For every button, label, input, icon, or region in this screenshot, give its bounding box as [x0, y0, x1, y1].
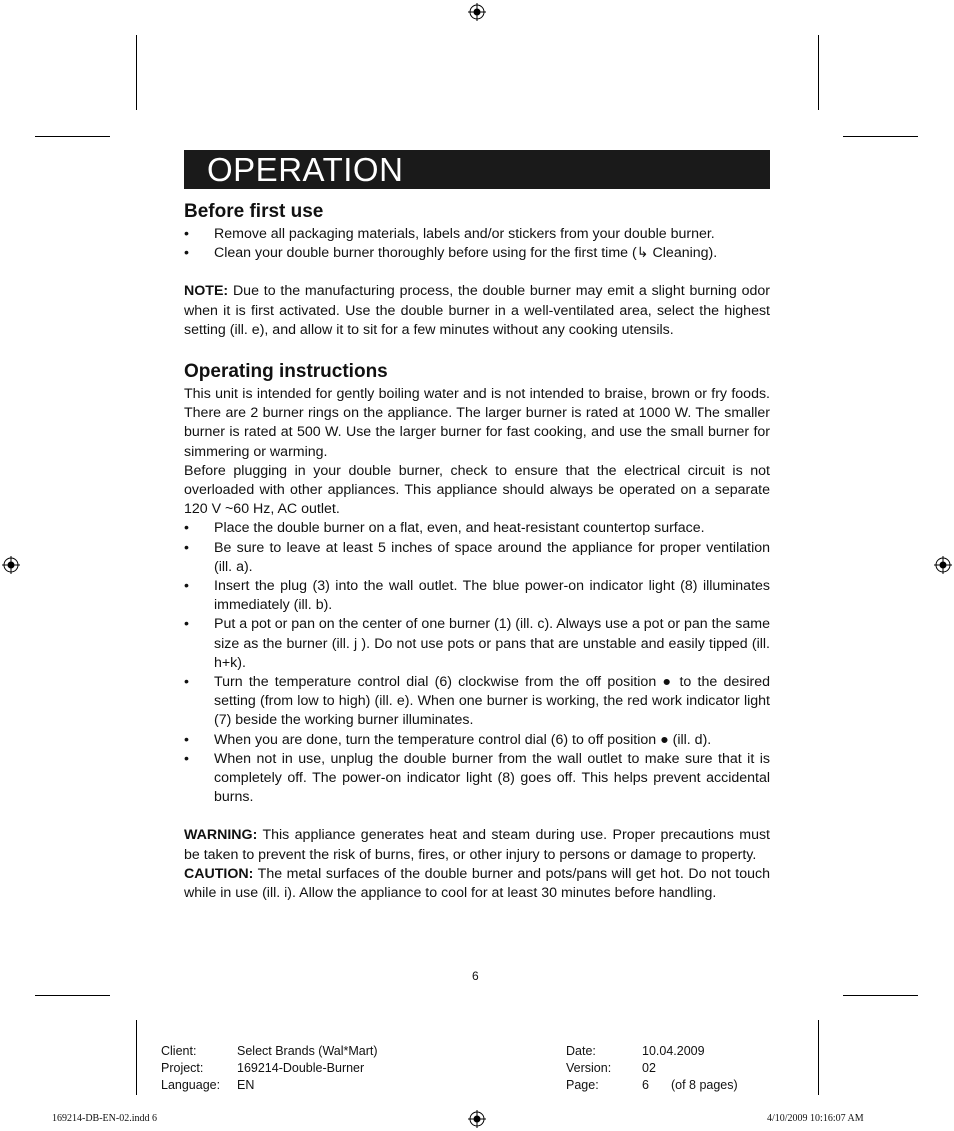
- caution-paragraph: [184, 865, 770, 903]
- bullet-list: [184, 225, 770, 263]
- registration-mark-icon: [468, 1110, 486, 1128]
- note-label: NOTE:: [184, 283, 229, 300]
- list-item: • When not in use, unplug the double burner from the wall outlet to make sure that it is completely off. The power-on indicator light (8) goes off. This helps prevent accidental burns.: [184, 750, 770, 808]
- crop-mark: [136, 35, 137, 110]
- caution-text: The metal surfaces of the double burner and pots/pans will get hot. Do not touch while in use (ill. i). Allow the appliance to cool for at least 30 minutes before handling.: [184, 865, 771, 902]
- page-label: Page:: [566, 1078, 599, 1092]
- registration-mark-icon: [934, 556, 952, 574]
- note-text: Due to the manufacturing process, the double burner may emit a slight burning odor when it is first activated. Use the double burner in a well-ventilated area, select the highest setting (ill. e), and allow it to sit for a few minutes without any cooking utensils.: [184, 283, 770, 338]
- registration-mark-icon: [468, 3, 486, 21]
- project-value: 169214-Double-Burner: [237, 1061, 365, 1075]
- version-label: Version:: [566, 1061, 612, 1075]
- page-title: OPERATION: [207, 151, 404, 188]
- registration-mark-icon: [2, 556, 20, 574]
- crop-mark: [35, 136, 110, 137]
- crop-mark: [843, 136, 918, 137]
- list-item: • Place the double burner on a flat, even, and heat-resistant countertop surface.: [184, 519, 770, 538]
- footer-client-values: [237, 1043, 378, 1094]
- crop-mark: [843, 995, 918, 996]
- list-item: • Put a pot or pan on the center of one burner (1) (ill. c). Always use a pot or pan the same size as the burner (ill. j ). Do not use pots or pans that are unstable and easily tipped (ill. h+k).: [184, 615, 770, 673]
- client-value: Select Brands (Wal*Mart): [237, 1044, 378, 1058]
- body-paragraph: Before plugging in your double burner, check to ensure that the electrical circuit is not overloaded with other appliances. This appliance should always be operated on a separate 120 V ~60 Hz, AC outlet.: [184, 462, 770, 518]
- footer-date-values: [642, 1043, 738, 1094]
- list-item: • Clean your double burner thoroughly before using for the first time (↳ Cleaning).: [184, 244, 770, 263]
- language-label: Language:: [161, 1078, 221, 1092]
- language-value: EN: [237, 1078, 255, 1092]
- main-content: [184, 199, 770, 903]
- page-value: 6: [642, 1078, 649, 1092]
- crop-mark: [818, 1020, 819, 1095]
- note-paragraph: [184, 282, 770, 340]
- caution-label: CAUTION:: [184, 865, 254, 882]
- list-item: • Remove all packaging materials, labels and/or stickers from your double burner.: [184, 225, 770, 244]
- list-item: • Be sure to leave at least 5 inches of space around the appliance for proper ventilation (ill. a).: [184, 539, 770, 577]
- list-item: • When you are done, turn the temperature control dial (6) to off position ● (ill. d).: [184, 731, 770, 750]
- project-label: Project:: [161, 1061, 204, 1075]
- warning-paragraph: [184, 826, 770, 864]
- crop-mark: [136, 1020, 137, 1095]
- slug-timestamp: 4/10/2009 10:16:07 AM: [767, 1113, 864, 1124]
- warning-label: WARNING:: [184, 827, 258, 844]
- date-label: Date:: [566, 1044, 596, 1058]
- section-heading: Before first use: [184, 201, 324, 222]
- section-heading: Operating instructions: [184, 361, 388, 383]
- crop-mark: [818, 35, 819, 110]
- footer-date-labels: [566, 1043, 611, 1094]
- page-number: 6: [472, 969, 479, 983]
- warning-text: This appliance generates heat and steam during use. Proper precautions must be taken to prevent the risk of burns, fires, or other injury to persons or damage to property.: [184, 827, 770, 863]
- page-total: (of 8 pages): [670, 1078, 738, 1092]
- client-label: Client:: [161, 1044, 197, 1058]
- footer-client-labels: [161, 1043, 220, 1094]
- bullet-list: [184, 519, 770, 807]
- version-value: 02: [642, 1061, 656, 1075]
- list-item: • Insert the plug (3) into the wall outlet. The blue power-on indicator light (8) illuminates immediately (ill. b).: [184, 577, 770, 615]
- list-item: • Turn the temperature control dial (6) clockwise from the off position ● to the desired setting (from low to high) (ill. e). When one burner is working, the red work indicator light (7) beside the working burner illuminates.: [184, 673, 770, 731]
- page-value-row: [642, 1077, 738, 1094]
- crop-mark: [35, 995, 110, 996]
- body-paragraph: This unit is intended for gently boiling water and is not intended to braise, brown or fry foods. There are 2 burner rings on the appliance. The larger burner is rated at 1000 W. The smaller burner is rated at 500 W. Use the larger burner for fast cooking, and use the small burner for simmering or warming.: [184, 386, 770, 460]
- slug-file: 169214-DB-EN-02.indd 6: [52, 1113, 157, 1124]
- date-value: 10.04.2009: [642, 1044, 705, 1058]
